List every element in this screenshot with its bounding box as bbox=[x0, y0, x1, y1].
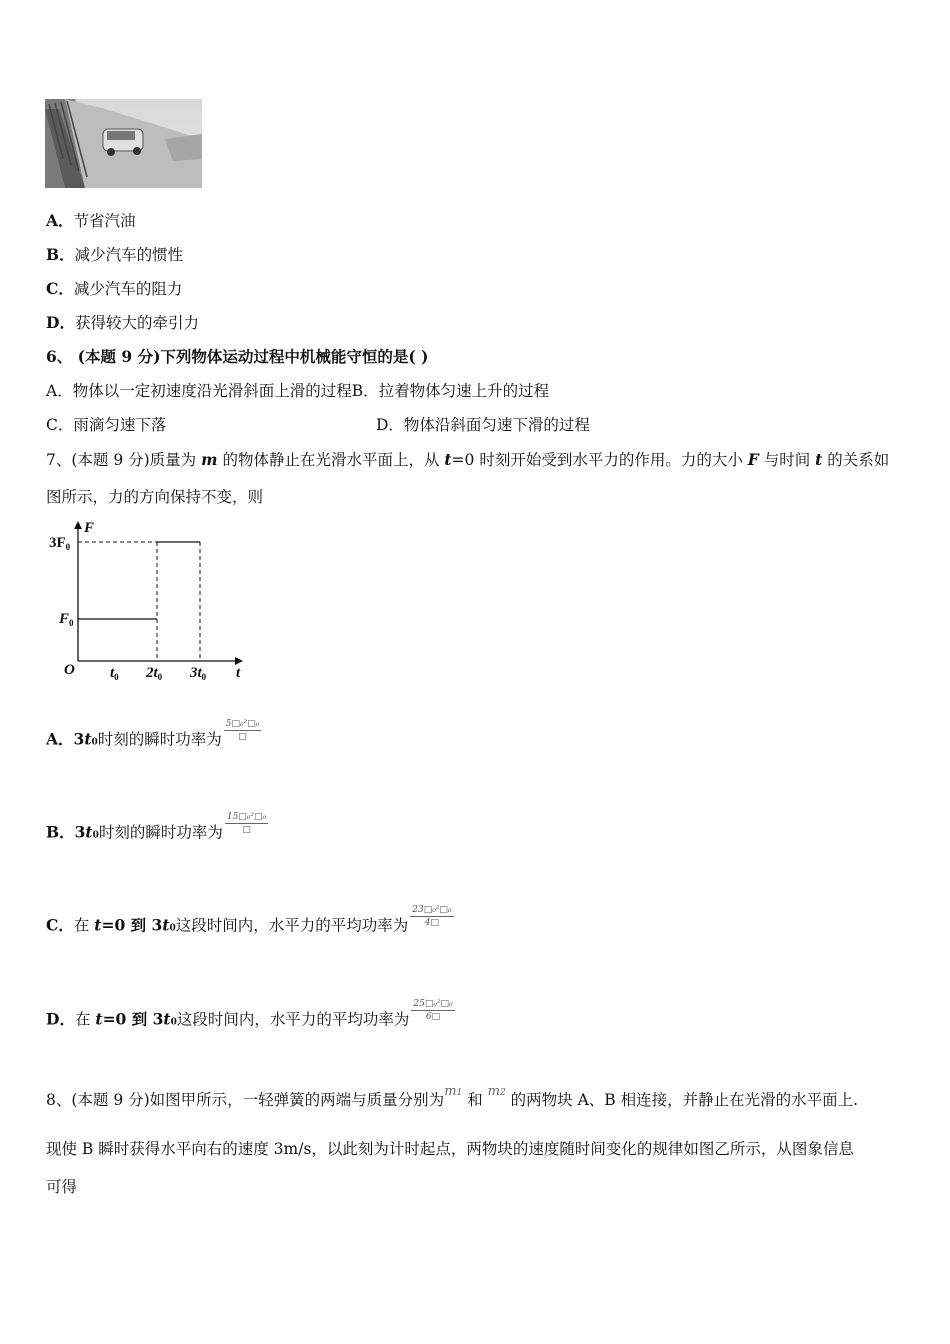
q7-stem-line2: 图所示，力的方向保持不变，则 bbox=[46, 488, 264, 506]
q5-option-a: A．节省汽油 bbox=[46, 211, 136, 230]
q8-stem-line3: 可得 bbox=[46, 1178, 78, 1196]
y-tick-3f0: $3F_0$ bbox=[49, 535, 71, 552]
q6-stem: 6、 (本题 9 分)下列物体运动过程中机械能守恒的是( ) bbox=[46, 347, 429, 366]
force-time-graph bbox=[40, 515, 260, 690]
q8-stem-line2: 现使 B 瞬时获得水平向右的速度 3m/s，以此刻为计时起点，两物块的速度随时间变化的规律如图乙所示，从图象信息 bbox=[46, 1140, 854, 1158]
q8-stem: 8、(本题 9 分)如图甲所示，一轻弹簧的两端与质量分别为$^{m1}$ 和 $^{m2}$ 的两物块 A、B 相连接，并静止在光滑的水平面上. bbox=[46, 1084, 859, 1109]
y-tick-f0: $F_0$ bbox=[59, 611, 74, 628]
q6-option-ab: A．物体以一定初速度沿光滑斜面上滑的过程B．拉着物体匀速上升的过程 bbox=[46, 382, 550, 400]
q5-option-c: C．减少汽车的阻力 bbox=[46, 279, 183, 298]
x-tick-2t0: $2t_0$ bbox=[146, 665, 163, 682]
q7-option-b: B．3t0时刻的瞬时功率为 $\frac{\text{15□₀²□₀}}{□}$ bbox=[46, 812, 267, 842]
q5-option-d: D．获得较大的牵引力 bbox=[46, 313, 199, 332]
x-tick-3t0: $3t_0$ bbox=[190, 665, 207, 682]
q7-stem: 7、(本题 9 分)质量为 m 的物体静止在光滑水平面上，从 t=0 时刻开始受到水平力的作用。力的大小 F 与时间 t 的关系如 bbox=[46, 450, 890, 469]
q7-option-d: D．在 t=0 到 3t0这段时间内，水平力的平均功率为 $\frac{\text{25□₀²□₀}}{6□}$ bbox=[46, 999, 453, 1029]
q7-option-c: C．在 t=0 到 3t0这段时间内，水平力的平均功率为 $\frac{\text{23□₀²□₀}}{4□}$ bbox=[46, 905, 452, 935]
origin-label: O bbox=[64, 662, 75, 678]
y-axis-arrow bbox=[74, 521, 82, 529]
car-on-ramp-photo bbox=[45, 99, 202, 188]
q6-option-c: C．雨滴匀速下落 bbox=[46, 416, 167, 434]
x-axis-arrow bbox=[235, 657, 243, 665]
fraction-c: $\frac{\text{23□₀²□₀}}{4□}$ bbox=[412, 905, 452, 928]
q5-option-b: B．减少汽车的惯性 bbox=[46, 245, 184, 264]
fraction-a: $\frac{\text{5□₀²□₀}}{□}$ bbox=[225, 719, 260, 742]
fraction-b: $\frac{\text{15□₀²□₀}}{□}$ bbox=[226, 812, 267, 835]
q6-option-d: D．物体沿斜面匀速下滑的过程 bbox=[376, 416, 590, 434]
y-axis-label: F bbox=[84, 520, 95, 536]
x-tick-t0: $t_0$ bbox=[110, 665, 119, 682]
fraction-d: $\frac{\text{25□₀²□₀}}{6□}$ bbox=[413, 999, 453, 1022]
q7-option-a: A．3t0时刻的瞬时功率为 $\frac{\text{5□₀²□₀}}{□}$ bbox=[46, 719, 260, 749]
x-axis-label: t bbox=[236, 665, 241, 681]
